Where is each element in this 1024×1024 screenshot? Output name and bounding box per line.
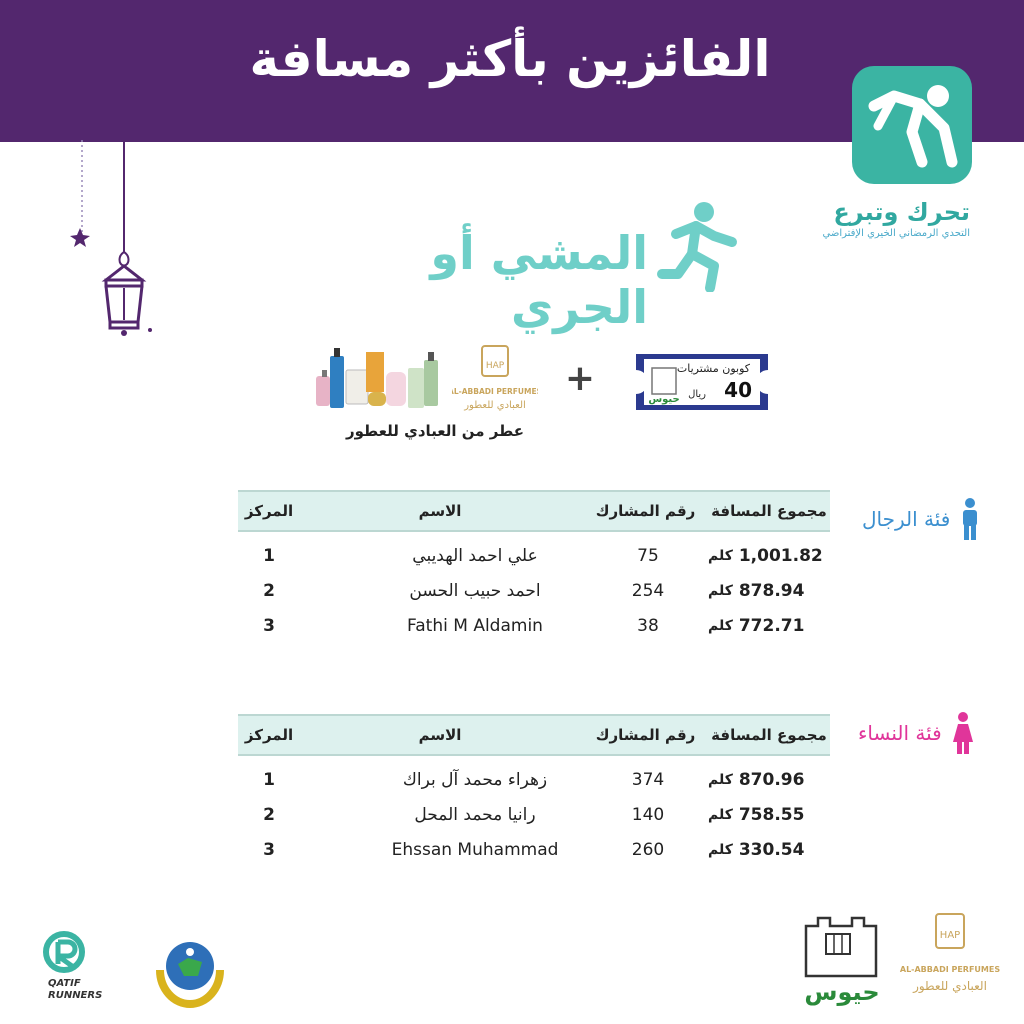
svg-text:AL-ABBADI PERFUMES: AL-ABBADI PERFUMES — [899, 965, 1001, 974]
distance-value: 758.55 — [738, 804, 805, 825]
participant-cell: 75 — [637, 545, 659, 566]
lantern-icon — [60, 140, 170, 340]
runner-icon — [652, 200, 742, 292]
table-row — [238, 573, 830, 608]
header-rank: المركز — [244, 502, 294, 520]
svg-text:RUNNERS: RUNNERS — [48, 990, 103, 1001]
rank-cell: 1 — [263, 545, 275, 566]
participant-cell: 140 — [631, 804, 665, 825]
header-participant: رقم المشارك — [595, 502, 696, 520]
page-title: الفائزين بأكثر مسافة — [249, 30, 771, 88]
svg-text:العبادي للعطور: العبادي للعطور — [464, 400, 526, 411]
participant-cell: 254 — [631, 580, 665, 601]
distance-cell — [708, 608, 830, 643]
distance-value: 772.71 — [738, 615, 805, 636]
category-men-label: فئة الرجال — [862, 507, 951, 531]
distance-value: 1,001.82 — [738, 545, 823, 566]
al-abbadi-perfumes-logo — [898, 910, 1002, 1006]
header-participant: رقم المشارك — [595, 726, 696, 744]
name-cell: علي احمد الهديبي — [412, 545, 538, 566]
rank-cell: 3 — [263, 615, 275, 636]
svg-text:HAP: HAP — [485, 361, 505, 371]
distance-value: 330.54 — [738, 839, 805, 860]
category-men — [862, 498, 980, 540]
distance-unit: كلم — [708, 547, 733, 564]
svg-text:AL-ABBADI PERFUMES: AL-ABBADI PERFUMES — [452, 387, 538, 396]
table-row — [238, 538, 830, 573]
category-women — [858, 712, 974, 754]
rank-cell: 1 — [263, 769, 275, 790]
activity-title: المشي أو الجري — [430, 226, 648, 334]
distance-cell — [708, 538, 830, 573]
distance-unit: كلم — [708, 582, 733, 599]
header-distance: مجموع المسافة — [711, 726, 827, 744]
table-header — [238, 490, 830, 532]
hayus-logo — [796, 906, 886, 1016]
header-rank: المركز — [244, 726, 294, 744]
svg-text:حيوس: حيوس — [648, 394, 680, 405]
prize-caption: عطر من العبادي للعطور — [346, 422, 524, 440]
social-services-association-logo — [148, 930, 232, 1010]
rank-cell: 2 — [263, 804, 275, 825]
svg-text:ريال: ريال — [688, 389, 706, 400]
name-cell: احمد حبيب الحسن — [409, 580, 541, 601]
svg-text:كوبون مشتريات: كوبون مشتريات — [676, 362, 750, 375]
app-tagline: التحدي الرمضاني الخيري الإفتراضي — [822, 228, 970, 239]
perfume-bottles-image — [312, 346, 444, 412]
women-results-table — [238, 714, 830, 867]
table-row — [238, 797, 830, 832]
rank-cell: 3 — [263, 839, 275, 860]
header-name: الاسم — [418, 502, 462, 520]
svg-text:حيوس: حيوس — [804, 978, 880, 1006]
distance-value: 878.94 — [738, 580, 805, 601]
female-icon — [952, 712, 974, 754]
distance-unit: كلم — [708, 841, 733, 858]
svg-text:40: 40 — [724, 378, 752, 402]
category-women-label: فئة النساء — [858, 721, 942, 745]
coupon-ticket — [632, 350, 772, 414]
header-distance: مجموع المسافة — [711, 502, 827, 520]
app-name: تحرك وتبرع — [833, 198, 970, 226]
distance-cell — [708, 573, 830, 608]
name-cell: Fathi M Aldamin — [407, 615, 543, 636]
qatif-runners-logo — [38, 930, 142, 1002]
app-logo-icon — [852, 66, 972, 184]
table-row — [238, 762, 830, 797]
distance-cell — [708, 762, 830, 797]
distance-unit: كلم — [708, 617, 733, 634]
al-abbadi-prize-logo — [452, 344, 538, 416]
participant-cell: 38 — [637, 615, 659, 636]
svg-text:QATIF: QATIF — [48, 978, 81, 989]
rank-cell: 2 — [263, 580, 275, 601]
svg-text:HAP: HAP — [939, 930, 961, 941]
distance-unit: كلم — [708, 771, 733, 788]
table-row — [238, 608, 830, 643]
male-icon — [960, 498, 980, 540]
participant-cell: 374 — [631, 769, 665, 790]
distance-cell — [708, 832, 830, 867]
name-cell: رانيا محمد المحل — [414, 804, 536, 825]
table-header — [238, 714, 830, 756]
header-name: الاسم — [418, 726, 462, 744]
distance-value: 870.96 — [738, 769, 805, 790]
plus-sign: + — [564, 358, 596, 399]
name-cell: Ehssan Muhammad — [391, 839, 559, 860]
participant-cell: 260 — [631, 839, 665, 860]
distance-cell — [708, 797, 830, 832]
men-results-table — [238, 490, 830, 643]
table-row — [238, 832, 830, 867]
name-cell: زهراء محمد آل براك — [402, 769, 548, 790]
svg-text:العبادي للعطور: العبادي للعطور — [913, 979, 987, 993]
distance-unit: كلم — [708, 806, 733, 823]
